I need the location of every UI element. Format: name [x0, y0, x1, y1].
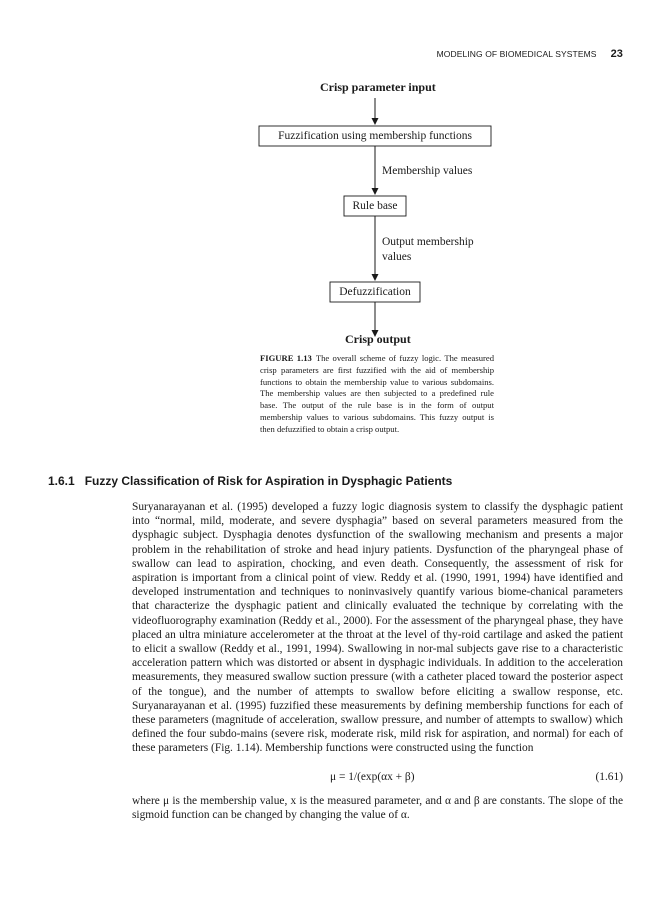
output-membership-note [382, 235, 474, 265]
equation-number: (1.61) [595, 771, 623, 783]
running-header [380, 48, 623, 60]
output-membership-note-line2: values [382, 251, 412, 263]
equation-expression: μ = 1/(exp(αx + β) [330, 771, 415, 783]
body-paragraph-1: Suryanarayanan et al. (1995) developed a fuzzy logic diagnosis system to classify the dysphagic patient into “normal, mild, moderate, and severe dysphagia” based on several parameters measured from the dysphagic subject. Dysphagia denotes dysfunction of the swallowing mechanism and presents a major problem in the rehabilitation of stroke and head injury patients. Dysfunction of the pharyngeal phase of swallow can lead to aspiration, chocking, and even death. Consequently, the assessment of risk for aspiration is important from a clinical point of view. Reddy et al. (1990, 1991, 1994) have identified and developed instrumentation and techniques to noninvasively quantify various biome-chanical parameters that characterize the dysphagic patient and clinically evaluated the technique by correlating with the videofluorography examination (Reddy et al., 2000). For the assessment of the pharyngeal phase, they have placed an ultra miniature accelerometer at the throat at the level of thy-roid cartilage and asked the patient to elicit a swallow (Reddy et al., 1991, 1994). Swallowing in nor-mal subjects gave rise to a characteristic acceleration pattern which was distorted or absent in dysphagic individuals. In addition to the acceleration measurements, they measured swallow suction pressure (with a catheter placed toward the posterior aspect of the tongue), and the number of attempts to swallow before eliciting a swallow response, etc. Suryanarayanan et al. (1995) fuzzified these measurements by defining membership functions for each of these parameters (magnitude of acceleration, swallow pressure, and number of attempts to swallow) which defined the four subdo-mains (severe risk, moderate risk, mild risk for aspiration, and normal) for each of these parameters (Fig. 1.14). Membership functions were constructed using the function [132, 501, 623, 755]
section-heading [48, 474, 628, 488]
equation-1-61 [132, 771, 623, 787]
fuzzification-box: Fuzzification using membership functions [278, 130, 472, 142]
section-number: 1.6.1 [48, 474, 75, 488]
figure-caption [260, 353, 494, 436]
rule-base-box: Rule base [352, 200, 398, 212]
section-title: Fuzzy Classification of Risk for Aspiration in Dysphagic Patients [84, 474, 453, 488]
figure-caption-label: FIGURE 1.13 [260, 353, 312, 363]
membership-values-note: Membership values [382, 165, 473, 177]
crisp-input-label: Crisp parameter input [320, 80, 436, 94]
body-paragraph-2: where μ is the membership value, x is the measured parameter, and α and β are constants. The slope of the sigmoid function can be changed by changing the value of α. [132, 795, 623, 822]
defuzzification-box: Defuzzification [339, 286, 411, 298]
figure-caption-text: The overall scheme of fuzzy logic. The measured crisp parameters are first fuzzified with the aid of membership functions to obtain the membership value to various subdomains. The membership values are then subjected to a predefined rule base. The output of the rule base is in the form of output membership values to various subdomains. This fuzzy output is then defuzzified to obtain a crisp output. [260, 353, 494, 434]
crisp-output-label: Crisp output [345, 332, 411, 346]
page-number: 23 [610, 48, 623, 60]
output-membership-note-line1: Output membership [382, 236, 474, 248]
running-title: MODELING OF BIOMEDICAL SYSTEMS [436, 49, 597, 59]
